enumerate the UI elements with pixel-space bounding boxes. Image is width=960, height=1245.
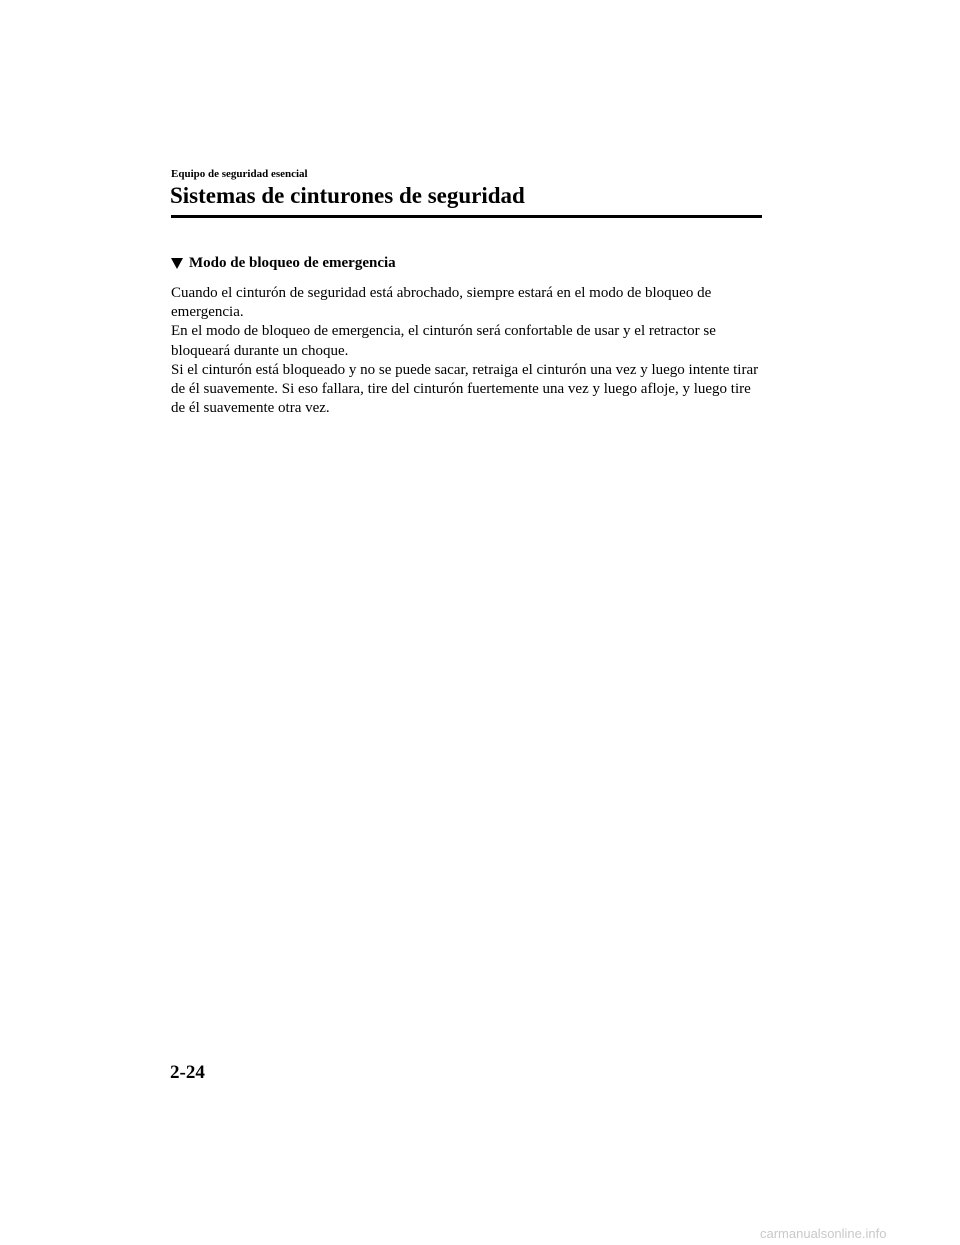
triangle-down-icon	[171, 258, 183, 269]
paragraph-3: Si el cinturón está bloqueado y no se puede sacar, retraiga el cinturón una vez y luego intente tirar de él suavemente. Si eso fallara, tire del cinturón fuertemente una vez y luego afloje, y luego tire de él suavemente otra vez.	[171, 361, 759, 417]
page-title: Sistemas de cinturones de seguridad	[170, 183, 525, 208]
body-text	[171, 284, 761, 418]
subsection-title: Modo de bloqueo de emergencia	[189, 255, 396, 271]
subsection-heading	[171, 253, 396, 273]
section-label: Equipo de seguridad esencial	[171, 168, 308, 180]
page-number: 2-24	[170, 1062, 205, 1083]
watermark-text: carmanualsonline.info	[760, 1226, 887, 1241]
paragraph-1: Cuando el cinturón de seguridad está abrochado, siempre estará en el modo de bloqueo de emergencia.	[171, 285, 712, 321]
paragraph-2: En el modo de bloqueo de emergencia, el cinturón será confortable de usar y el retractor se bloqueará durante un choque.	[171, 323, 716, 359]
title-rule	[171, 215, 762, 218]
